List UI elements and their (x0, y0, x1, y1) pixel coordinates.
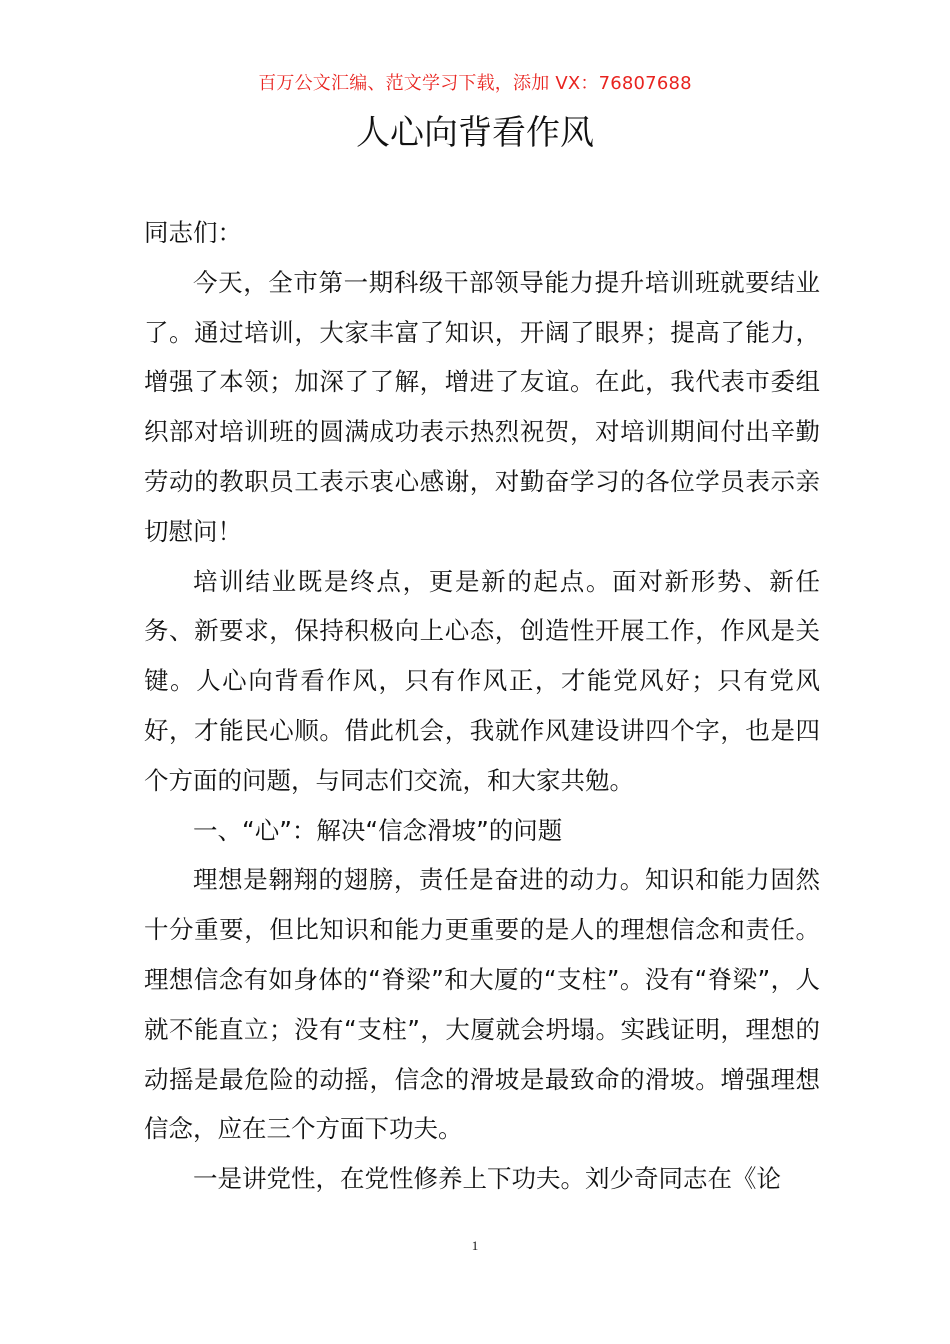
greeting: 同志们： (144, 218, 242, 247)
header-note: 百万公文汇编、范文学习下载，添加 VX：76807688 (258, 73, 692, 94)
document-body (144, 208, 820, 1204)
page-number: 1 (471, 1238, 479, 1253)
document-title: 人心向背看作风 (356, 113, 594, 153)
paragraph-ideals: 理想是翱翔的翅膀，责任是奋进的动力。知识和能力固然十分重要，但比知识和能力更重要的是人的理想信念和责任。理想信念有如身体的“脊梁”和大厦的“支柱”。没有“脊梁”，人就不能直立；没有“支柱”，大厦就会坍塌。实践证明，理想的动摇是最危险的动摇，信念的滑坡是最致命的滑坡。增强理想信念，应在三个方面下功夫。 (144, 865, 820, 1144)
paragraph-party-spirit: 一是讲党性，在党性修养上下功夫。刘少奇同志在《论 (193, 1164, 781, 1194)
paragraph-intro: 培训结业既是终点，更是新的起点。面对新形势、新任务、新要求，保持积极向上心态，创造性开展工作，作风是关键。人心向背看作风，只有作风正，才能党风好；只有党风好，才能民心顺。借此机会，我就作风建设讲四个字，也是四个方面的问题，与同志们交流，和大家共勉。 (144, 566, 820, 795)
paragraph-opening: 今天，全市第一期科级干部领导能力提升培训班就要结业了。通过培训，大家丰富了知识，开阔了眼界；提高了能力，增强了本领；加深了了解，增进了友谊。在此，我代表市委组织部对培训班的圆满成功表示热烈祝贺，对培训期间付出辛勤劳动的教职员工表示衷心感谢，对勤奋学习的各位学员表示亲切慰问！ (144, 267, 820, 546)
section-heading-xin: 一、“心”：解决“信念滑坡”的问题 (193, 815, 563, 845)
